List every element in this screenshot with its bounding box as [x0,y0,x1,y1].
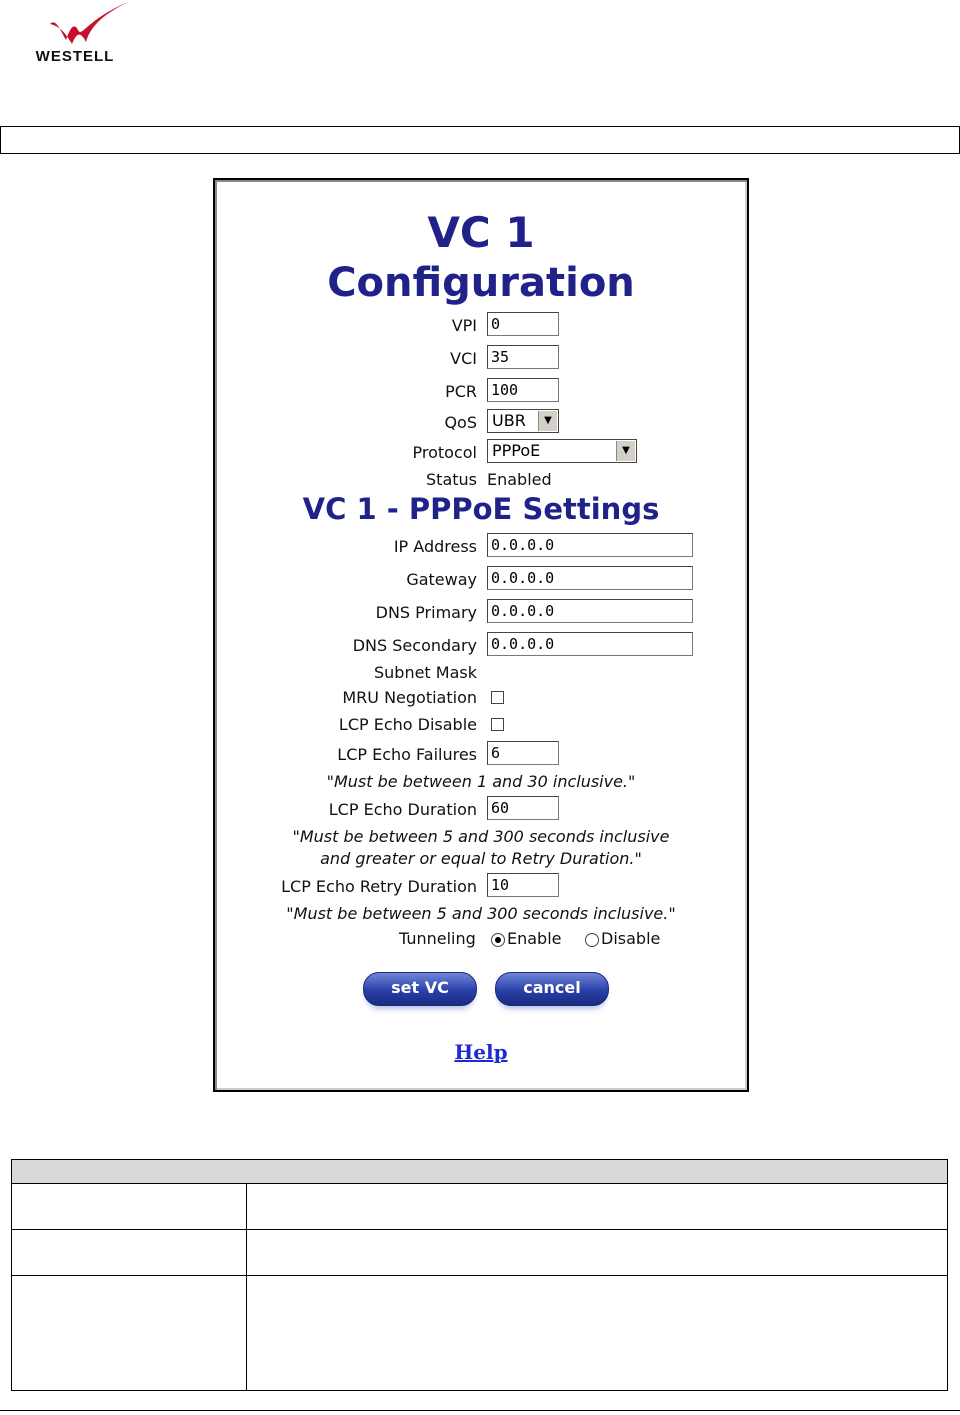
vc-configuration-panel [213,178,749,1092]
tunneling-enable-label: Enable [507,929,562,948]
description-table [11,1159,948,1391]
gateway-label: Gateway [406,570,477,589]
tunneling-disable-option[interactable] [585,929,660,948]
mru-negotiation-checkbox[interactable] [491,691,504,704]
lcp-echo-duration-note-2: and greater or equal to Retry Duration." [320,849,642,868]
page-title: VC 1 [427,208,535,257]
lcp-echo-failures-note: "Must be between 1 and 30 inclusive." [326,772,636,791]
section-header-box [0,126,960,154]
logo-wordmark: WESTELL [35,48,115,65]
table-cell [12,1276,247,1391]
protocol-select[interactable] [487,439,637,463]
tunneling-label: Tunneling [399,929,476,948]
cancel-button[interactable]: cancel [495,972,609,1006]
pcr-label: PCR [445,382,477,401]
dns-secondary-label: DNS Secondary [352,636,477,655]
dropdown-arrow-icon[interactable]: ▼ [538,411,557,431]
lcp-echo-failures-label: LCP Echo Failures [337,745,477,764]
dns-secondary-input[interactable]: 0.0.0.0 [487,632,693,656]
protocol-selected-value: PPPoE [492,441,541,460]
tunneling-enable-radio[interactable] [491,933,505,947]
tunneling-enable-option[interactable] [491,929,562,948]
gateway-input[interactable]: 0.0.0.0 [487,566,693,590]
page-subtitle: Configuration [327,260,635,306]
westell-swoosh-icon [42,0,132,50]
protocol-label: Protocol [412,443,477,462]
table-row [12,1184,948,1230]
table-cell [247,1276,948,1391]
table-cell [12,1230,247,1276]
dropdown-arrow-icon[interactable]: ▼ [616,441,635,461]
tunneling-disable-label: Disable [601,929,661,948]
qos-label: QoS [444,413,477,432]
tunneling-disable-radio[interactable] [585,933,599,947]
table-header-row [12,1160,948,1184]
westell-logo [20,0,130,70]
lcp-echo-retry-input[interactable]: 10 [487,873,559,897]
qos-select[interactable] [487,409,559,433]
help-link[interactable]: Help [454,1040,508,1064]
subnet-mask-label: Subnet Mask [373,663,477,682]
dns-primary-input[interactable]: 0.0.0.0 [487,599,693,623]
vpi-label: VPI [451,316,477,335]
lcp-echo-retry-note: "Must be between 5 and 300 seconds inclusive." [286,904,676,923]
lcp-echo-disable-checkbox[interactable] [491,718,504,731]
qos-selected-value: UBR [492,411,526,430]
table-cell [247,1184,948,1230]
mru-negotiation-label: MRU Negotiation [342,688,477,707]
vpi-input[interactable]: 0 [487,312,559,336]
table-row [12,1276,948,1391]
footer-divider [0,1410,960,1411]
lcp-echo-duration-note-1: "Must be between 5 and 300 seconds inclusive [292,827,670,846]
table-cell [247,1230,948,1276]
table-header-cell [12,1160,948,1184]
dns-primary-label: DNS Primary [375,603,477,622]
lcp-echo-failures-input[interactable]: 6 [487,741,559,765]
table-row [12,1230,948,1276]
pcr-input[interactable]: 100 [487,378,559,402]
lcp-echo-retry-label: LCP Echo Retry Duration [281,877,477,896]
lcp-echo-disable-label: LCP Echo Disable [338,715,477,734]
ip-address-label: IP Address [393,537,477,556]
ip-address-input[interactable]: 0.0.0.0 [487,533,693,557]
table-cell [12,1184,247,1230]
lcp-echo-duration-label: LCP Echo Duration [328,800,477,819]
pppoe-settings-title: VC 1 - PPPoE Settings [302,492,660,526]
status-label: Status [426,470,477,489]
vci-label: VCI [450,349,477,368]
lcp-echo-duration-input[interactable]: 60 [487,796,559,820]
status-value: Enabled [487,470,552,489]
set-vc-button[interactable]: set VC [363,972,477,1006]
vci-input[interactable]: 35 [487,345,559,369]
